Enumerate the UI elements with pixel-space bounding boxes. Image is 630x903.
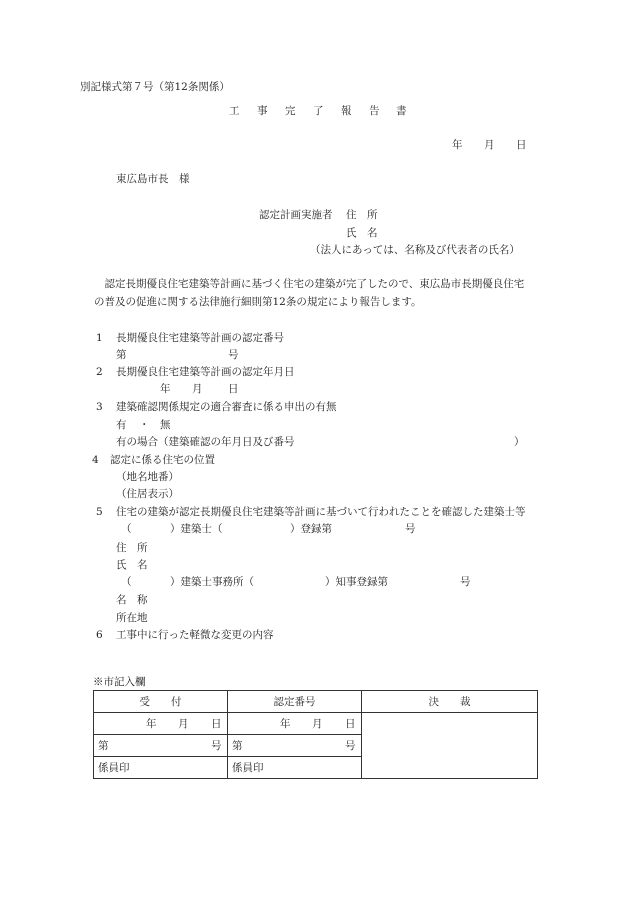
cert-number-cell: [228, 735, 362, 757]
office-use-table: [93, 690, 538, 779]
cert-year: 年: [280, 718, 291, 730]
cert-date-month: 月: [192, 383, 203, 395]
cert-number-suffix: 号: [228, 349, 239, 361]
title-char: 了: [313, 105, 324, 117]
office-class-mid: ）建築士事務所（: [170, 576, 254, 588]
reception-month: 月: [178, 718, 189, 730]
corporate-note: （法人にあっては、名称及び代表者の氏名）: [310, 244, 520, 256]
office-location-label: 所在地: [116, 612, 148, 624]
reception-number-cell: [94, 735, 228, 757]
architect-class-open: （: [121, 523, 132, 535]
item-number: 4: [92, 454, 99, 466]
reception-number-suffix: 号: [211, 740, 222, 752]
cert-date-cell: [228, 713, 362, 735]
title-char: 告: [369, 105, 380, 117]
title-char: 報: [341, 105, 352, 117]
architect-reg-label: ）登録第: [290, 523, 332, 535]
title-char: 書: [396, 105, 407, 117]
office-name-label: 名 称: [116, 594, 148, 606]
date-year: 年: [452, 139, 463, 151]
table-row: [94, 691, 538, 713]
body-line: の普及の促進に関する法律施行細則第12条の規定により報告します。: [94, 296, 422, 308]
cert-date-year: 年: [160, 383, 171, 395]
item-label: 長期優良住宅建築等計画の認定年月日: [116, 366, 295, 378]
date-month: 月: [484, 139, 495, 151]
item-number: 6: [96, 629, 103, 641]
residence-label: （住居表示）: [116, 488, 179, 500]
item-label: 認定に係る住宅の位置: [110, 454, 215, 466]
option-no: 無: [160, 419, 171, 431]
item-label: 住宅の建築が認定長期優良住宅建築等計画に基づいて行われたことを確認した建築士等: [116, 506, 526, 518]
option-yes: 有: [116, 419, 127, 431]
applicant-role: 認定計画実施者: [259, 209, 333, 221]
architect-class-mid: ）建築士（: [170, 523, 223, 535]
addressee: 東広島市長 様: [116, 173, 190, 185]
office-reg-suffix: 号: [460, 576, 471, 588]
close-paren: ）: [514, 436, 525, 448]
lot-number-label: （地名地番）: [116, 471, 179, 483]
option-separator: ・: [139, 419, 150, 431]
applicant-address-label: 住 所: [346, 209, 378, 221]
reception-year: 年: [146, 718, 157, 730]
office-use-title: ※市記入欄: [93, 676, 146, 688]
cert-number-suffix: 号: [345, 740, 356, 752]
office-reg-label: ）知事登録第: [325, 576, 388, 588]
title-char: 完: [285, 105, 296, 117]
office-class-open: （: [121, 576, 132, 588]
architect-address-label: 住 所: [116, 542, 148, 554]
reception-date-cell: [94, 713, 228, 735]
cert-month: 月: [312, 718, 323, 730]
cert-number-prefix: 第: [232, 740, 243, 752]
cert-date-day: 日: [228, 383, 239, 395]
form-reference: 別記様式第７号（第12条関係）: [80, 81, 230, 93]
reception-seal-cell: 係員印: [94, 757, 228, 779]
item-number: 1: [96, 332, 103, 344]
cert-day: 日: [345, 718, 356, 730]
date-day: 日: [516, 139, 527, 151]
title-char: 工: [229, 105, 240, 117]
reception-day: 日: [211, 718, 222, 730]
table-row: [94, 713, 538, 735]
item-label: 工事中に行った軽微な変更の内容: [116, 629, 274, 641]
title-char: 事: [257, 105, 268, 117]
item-label: 長期優良住宅建築等計画の認定番号: [116, 332, 284, 344]
applicant-name-label: 氏 名: [346, 227, 378, 239]
item-label: 建築確認関係規定の適合審査に係る申出の有無: [116, 401, 337, 413]
cert-number-prefix: 第: [116, 349, 127, 361]
approval-cell: [362, 713, 538, 779]
header-approval: 決 裁: [362, 691, 538, 713]
cert-seal-cell: 係員印: [228, 757, 362, 779]
item-number: 5: [96, 506, 103, 518]
if-yes-label: 有の場合（建築確認の年月日及び番号: [116, 436, 295, 448]
architect-name-label: 氏 名: [116, 559, 148, 571]
body-line: 認定長期優良住宅建築等計画に基づく住宅の建築が完了したので、東広島市長期優良住宅: [94, 278, 525, 290]
header-cert-number: 認定番号: [228, 691, 362, 713]
reception-number-prefix: 第: [98, 740, 109, 752]
item-number: 2: [96, 366, 103, 378]
item-number: 3: [96, 401, 103, 413]
header-reception: 受 付: [94, 691, 228, 713]
architect-reg-suffix: 号: [405, 523, 416, 535]
